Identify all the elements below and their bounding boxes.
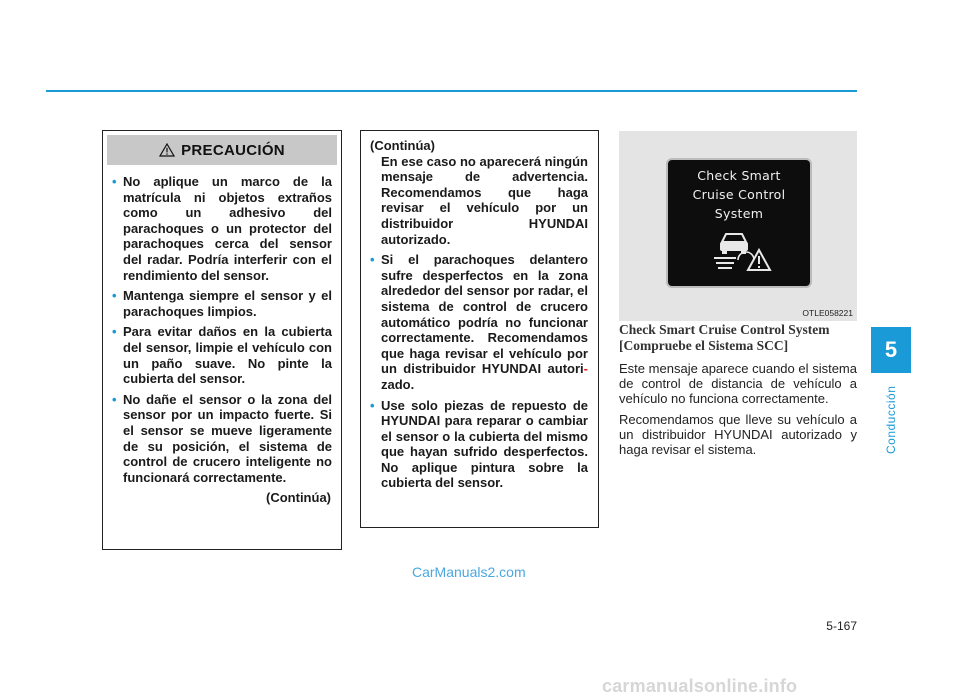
caution-header	[107, 135, 337, 165]
continued-item: • Use solo piezas de repuesto de HYUNDAI para reparar o cambiar el sensor o la cubierta del mismo que hayan sufrido desperfectos. No aplique pintura sobre la cubierta del sensor.	[370, 397, 588, 491]
bullet-icon: •	[112, 288, 117, 304]
cluster-display	[666, 158, 812, 288]
page-number: 5-167	[826, 619, 857, 633]
continued-item: • Si el parachoques delantero sufre desperfectos en la zona alrededor del sensor por radar, el sistema de control de crucero automático podría no funcionar correctamente. Recomendamos que haga revisar el vehículo por un distribuidor HYUNDAI autori-zado.	[370, 252, 588, 392]
continued-heading: (Continúa)	[370, 138, 435, 153]
display-line: System	[714, 206, 764, 221]
warning-triangle-icon	[159, 143, 175, 157]
caution-item: • No aplique un marco de la matrícula ni objetos extraños como un adhesivo del parachoques o un protector del parachoques cerca del sensor del radar. Podría interferir con el rendimiento del sensor.	[112, 174, 332, 283]
continued-paragraph: En ese caso no aparecerá ningún mensaje de advertencia. Recomendamos que haga revisar el vehículo por un distribuidor HYUNDAI autorizado.	[381, 153, 588, 247]
section-paragraph: Recomendamos que lleve su vehículo a un distribuidor HYUNDAI autorizado y haga revisar el sistema.	[619, 412, 857, 457]
watermark-link[interactable]: CarManuals2.com	[412, 564, 526, 580]
continued-box	[360, 130, 599, 528]
chapter-tab	[871, 327, 911, 373]
display-line: Cruise Control	[692, 187, 786, 202]
bullet-icon: •	[370, 397, 375, 413]
section-title: Check Smart Cruise Control System [Compruebe el Sistema SCC]	[619, 322, 830, 353]
bullet-icon: •	[112, 324, 117, 340]
display-line: Check Smart	[697, 168, 781, 183]
caution-item: • Mantenga siempre el sensor y el parachoques limpios.	[112, 288, 332, 319]
bullet-icon: •	[112, 391, 117, 407]
chapter-label: Conducción	[884, 385, 898, 455]
bullet-icon: •	[370, 252, 375, 268]
hyphen-mark: -	[583, 361, 588, 377]
section-paragraph: Este mensaje aparece cuando el sistema de control de distancia de vehículo a vehículo no funciona correctamente.	[619, 361, 857, 406]
cluster-message-figure	[619, 131, 857, 321]
bullet-icon: •	[112, 174, 117, 189]
caution-item: • Para evitar daños en la cubierta del sensor, limpie el vehículo con un paño suave. No pinte la cubierta del sensor.	[112, 324, 332, 387]
caution-box	[102, 130, 342, 550]
caution-item: • No dañe el sensor o la zona del sensor por un impacto fuerte. Si el sensor se mueve ligeramente de su posición, el sistema de control de crucero inteligente no funcionará correctamente.	[112, 391, 332, 485]
caution-title: PRECAUCIÓN	[181, 141, 285, 159]
footer-watermark: carmanualsonline.info	[602, 676, 798, 696]
figure-code: OTLE058221	[802, 308, 853, 318]
top-rule	[46, 90, 857, 92]
chapter-number: 5	[884, 337, 898, 362]
radar-warning-icon	[712, 228, 772, 272]
section-content	[619, 322, 857, 457]
continued-note: (Continúa)	[266, 490, 331, 506]
